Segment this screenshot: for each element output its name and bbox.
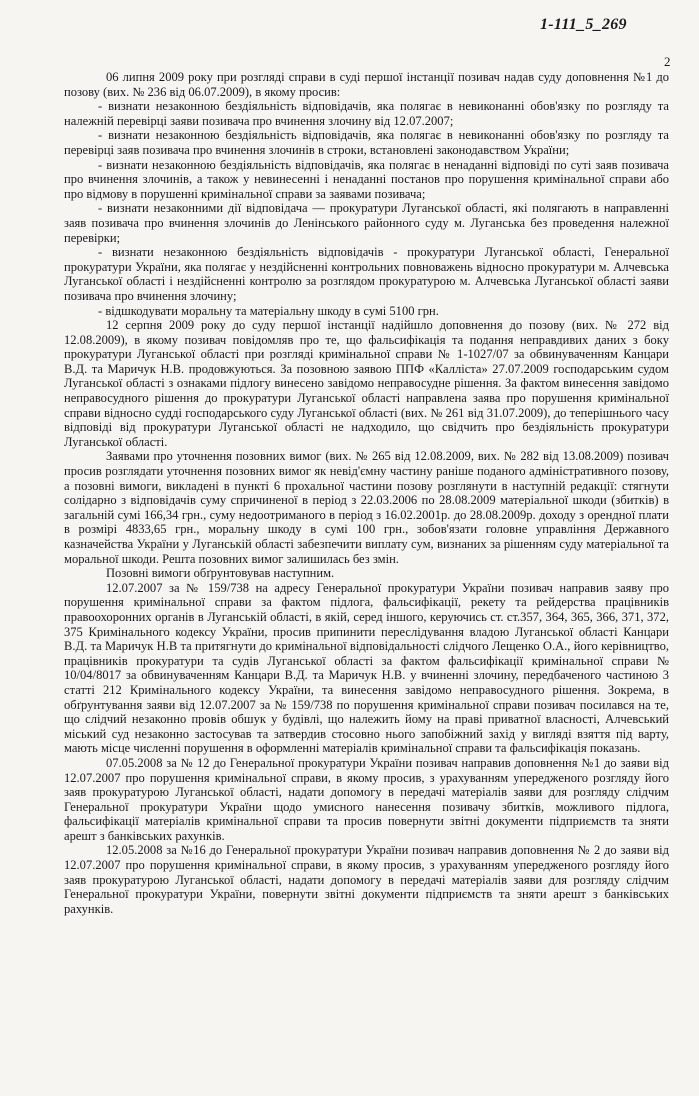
document-body [64,70,669,916]
paragraph: 12.07.2007 за № 159/738 на адресу Генеральної прокуратури України позивач направив заяву про порушення кримінальної справи за фактом підлога, фальсифікації, рекету та рейдерства працівників правоохоронних органів в Луганській області, в якій, серед іншого, керуючись ст. ст.357, 364, 365, 366, 371, 372, 375 Кримінального кодексу України, просив припинити переслідування владою Луганської області Канцари В.Д. та Маричук Н.В та притягнути до кримінальної відповідальності слідчого Лещенко О.А., його керівництво, працівників прокуратури та судів Луганської області за фактом фальсифікації кримінальної справи № 10/04/8017 за обвинуваченням Канцари В.Д. та Маричук Н.В. у вчиненні злочину, передбаченого частиною 3 статті 212 Кримінального кодексу України, та винесення завідомо неправосудного рішення. Зокрема, в обґрунтування заяви від 12.07.2007 за № 159/738 по порушення кримінальної справи позивач посилався на те, що слідчий незаконно провів обшук у будівлі, що належить йому на праві приватної власності, Алчевський міський суд незаконно застосував та затвердив стосовно нього запобіжний захід у вигляді взяття під варту, мають місце численні порушення в оформленні матеріалів кримінальної справи та фальсифікація показань. [64,580,669,756]
paragraph: 12.05.2008 за №16 до Генеральної прокуратури України позивач направив доповнення № 2 до заяви від 12.07.2007 про порушення кримінальної справи, в якому просив, з урахуванням упередженого розгляду його заяв прокуратурою Луганської області, надати допомогу в передачі матеріалів заяви для розгляду слідчим Генеральної прокуратури України, повернути звітні документи підприємств та зняти арешт з банківських рахунків. [64,843,669,916]
paragraph: Заявами про уточнення позовних вимог (вих. № 265 від 12.08.2009, вих. № 282 від 13.08.2009) позивач просив розглядати уточнення позовних вимог як невід'ємну частину раніше поданого адміністративного позову, а позовні вимоги, викладені в пункті 6 прохальної частини позову розглянути в наступній редакції: стягнути солідарно з відповідачів суму спричиненої в період з 22.03.2006 по 28.08.2009 матеріальної шкоди (збитків) в загальній сумі 166,34 грн., суму недоотриманого в період з 16.02.2001р. до 28.08.2009р. доходу з орендної плати в розмірі 4833,65 грн., моральну шкоду в сумі 100 грн., зобов'язати головне управління Державного казначейства України у Луганській області забезпечити виплату сум, визнаних за рішенням суду матеріальної та моральної шкоди. Решта позовних вимог залишилась без змін. [64,449,669,566]
page-number: 2 [664,54,671,69]
list-item: - визнати незаконною бездіяльність відповідачів, яка полягає в невиконанні обов'язку по розгляду та перевірці заяв позивача про вчинення злочинів в строки, встановлені законодавством України; [64,128,669,157]
paragraph: 07.05.2008 за № 12 до Генеральної прокуратури України позивач направив доповнення №1 до заяви від 12.07.2007 про порушення кримінальної справи, в якому просив, з урахуванням упередженого розгляду його заяв прокуратурою Луганської області, надати допомогу в передачі матеріалів заяви для розгляду слідчим Генеральної прокуратури України щодо умисного нанесення позивачу збитків, можливого підлога, фальсифікації матеріалів кримінальної справи та просив повернути звітні документи підприємств та зняти арешт з банківських рахунків. [64,755,669,843]
list-item: - визнати незаконними дії відповідача — прокуратури Луганської області, які полягають в направленні заяв позивача про вчинення злочинів до Ленінського районного суду м. Луганська без проведення належної перевірки; [64,201,669,245]
paragraph: Позовні вимоги обґрунтовував наступним. [106,566,335,581]
document-id: 1-111_5_269 [540,16,627,33]
list-item: - визнати незаконною бездіяльність відповідачів - прокуратури Луганської області, Генеральної прокуратури України, яка полягає у нездійсненні контрольних повноважень відносно прокуратури м. Алчевська Луганської області і нездійсненні контролю за розглядом прокуратурою м. Алчевська Луганської області заяви позивача про вчинення злочину; [64,245,669,303]
list-item: - визнати незаконною бездіяльність відповідачів, яка полягає в ненаданні відповіді по суті заяв позивача про вчинення злочинів, а також у невинесенні і ненаданні постанов про порушення кримінальної справи або про відмову в порушенні кримінальної справи за заявами позивача; [64,157,669,201]
list-item: - відшкодувати моральну та матеріальну шкоду в сумі 5100 грн. [98,303,439,318]
list-item: - визнати незаконною бездіяльність відповідачів, яка полягає в невиконанні обов'язку по розгляду та належній перевірці заяви позивача про вчинення злочину від 12.07.2007; [64,99,669,128]
paragraph: 06 липня 2009 року при розгляді справи в суді першої інстанції позивач надав суду доповнення №1 до позову (вих. № 236 від 06.07.2009), в якому просив: [64,70,669,99]
paragraph: 12 серпня 2009 року до суду першої інстанції надійшло доповнення до позову (вих. № 272 від 12.08.2009), в якому позивач повідомляв про те, що фальсифікація та подання неправдивих даних з боку прокуратури Луганської області при розгляді кримінальної справи № 1-1027/07 за обвинуваченням Канцари В.Д. та Маричук Н.В. продовжуються. За позовною заявою ППФ «Калліста» 27.07.2009 господарським судом Луганської області з ознаками підлогу винесено завідомо неправосудне рішення. За фактом винесення завідомо неправосудного рішення до прокуратури Луганської області направлена заява про порушення кримінальної справи відносно судді господарського суду Луганської області (вих. № 261 від 31.07.2009), до теперішнього часу відповіді від прокуратури Луганської області не надходило, що свідчить про бездіяльність прокуратури Луганської області. [64,318,669,449]
